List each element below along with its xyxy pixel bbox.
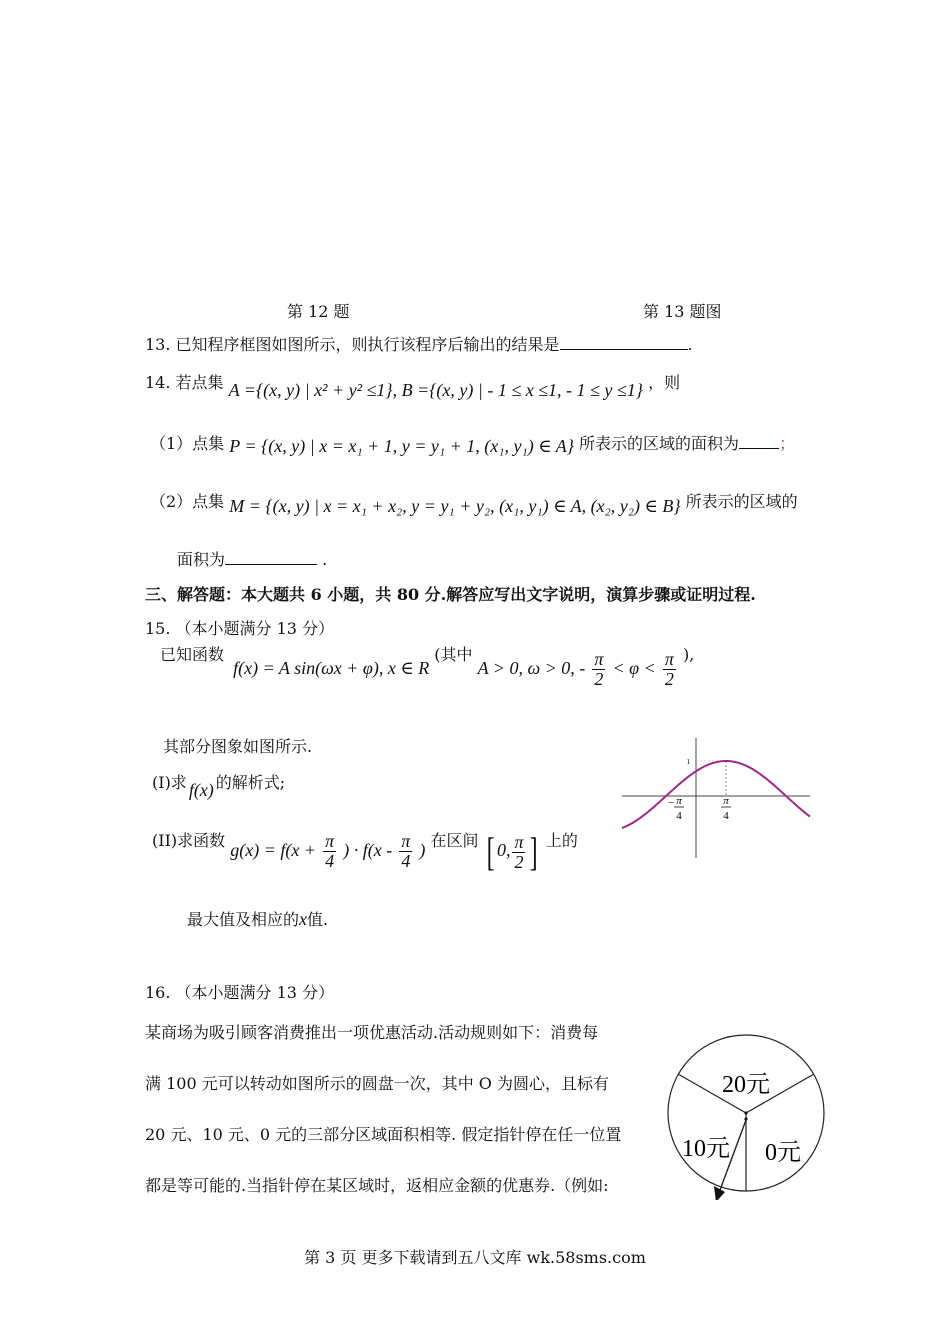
graph-note: 其部分图象如图所示. [163,737,313,756]
part-1-label: (I)求 [152,773,187,792]
question-13-end: . [687,335,693,354]
question-13 [145,332,693,355]
function-g-b: ) · f(x - [343,840,393,861]
answer-blank [739,434,779,449]
center-dot [744,1117,747,1120]
fraction-pi-over-2: $\frac{\pi}{2}$ [664,649,674,689]
variable-x: x [299,909,308,929]
fraction-pi-over-4: $\frac{\pi}{4}$ [401,831,411,872]
function-definition: f(x) = A sin(ωx + φ), x ∈ R [233,657,430,678]
part-2-tail: 上的 [545,831,578,851]
y-tick-label: 1 [686,758,690,766]
set-definition-p: P = {(x, y) | x = x₁ + 1, y = y₁ + 1, (x₁, y₁) ∈ A} [229,436,574,456]
question-16-line-2: 满 100 元可以转动如图所示的圆盘一次，其中 O 为圆心，且标有 [145,1074,610,1093]
question-14-part-1 [150,431,795,454]
part-2-label: (II)求函数 [152,831,226,851]
question-16-line-1: 某商场为吸引顾客消费推出一项优惠活动.活动规则如下：消费每 [145,1023,599,1042]
question-15-part-2-continued [187,907,328,930]
fraction-pi-over-2: $\frac{\pi}{2}$ [594,649,604,689]
part-2-label: （2）点集 [150,492,225,511]
page-footer: 第 3 页 更多下载请到五八文库 wk.58sms.com [304,1248,646,1267]
wheel-label-20: 20元 [722,1072,770,1098]
section-3-heading: 三、解答题：本大题共 6 小题，共 80 分.解答应写出文字说明，演算步骤或证明过程. [145,585,756,604]
sine-curve [622,761,810,828]
part-1-label: （1）点集 [150,434,225,453]
fraction-pi-over-4: $\frac{\pi}{4}$ [325,831,335,872]
question-15-given [160,644,695,710]
part-2-text: 所表示的区域的 [685,492,798,511]
question-14-part-2 [150,489,798,516]
set-definition-m: M = {(x, y) | x = x₁ + x₂, y = y₁ + y₂, (x₁, y₁) ∈ A, (x₂, y₂) ∈ B} [229,496,681,516]
center-o [744,1111,747,1114]
interval: [ 0, $\frac{\pi}{2}$ ] [486,829,539,874]
question-14-label: 14. 若点集 [145,373,224,392]
figure-13-caption: 第 13 题图 [643,302,722,321]
question-15-part-1 [152,770,286,800]
question-16-line-4: 都是等可能的.当指针停在某区域时，返相应金额的优惠券.（例如: [145,1176,609,1195]
svg-text:4: 4 [723,810,729,822]
part-1-end: ； [779,434,796,453]
part-2-end: . [322,550,328,569]
part-1-text: 的解析式; [215,773,286,792]
question-14 [145,370,681,400]
given-label: 已知函数 [160,644,225,664]
x-tick-neg-pi-over-4 [668,795,684,822]
interval-text: 在区间 [430,831,479,851]
svg-text:π: π [723,795,729,807]
answer-blank [225,550,317,565]
question-14-then: ，则 [648,373,681,392]
wheel-label-10: 10元 [682,1136,730,1162]
condition-end: ), [683,644,695,664]
function-g-c: ) [419,840,426,861]
function-f: f(x) [188,780,214,800]
svg-text:π: π [676,795,682,807]
svg-text:−: − [668,797,675,809]
wheel-label-0: 0元 [765,1140,801,1166]
question-15-header: 15. （本小题满分 13 分） [145,619,335,638]
question-16-line-3: 20 元、10 元、0 元的三部分区域面积相等. 假定指针停在任一位置 [145,1125,622,1144]
answer-blank [560,335,688,350]
question-14-part-2-continued [177,547,327,570]
svg-text:4: 4 [676,810,682,822]
condition: A > 0, ω > 0, - [477,657,586,678]
question-13-text: 13. 已知程序框图如图所示，则执行该程序后输出的结果是 [145,335,560,354]
condition-prefix: (其中 [434,644,473,664]
part-2-cont: 面积为 [177,550,226,569]
prize-wheel [664,1030,828,1200]
condition-mid: < φ < [612,657,656,678]
set-definition-a-b: A ={(x, y) | x² + y² ≤1}, B ={(x, y) | - 1 ≤ x ≤1, - 1 ≤ y ≤1} [228,380,644,400]
sine-graph [620,736,812,860]
x-tick-pi-over-4 [721,795,731,822]
function-g-a: g(x) = f(x + [230,840,316,861]
part-2-end: 值. [307,910,329,929]
question-16-header: 16. （本小题满分 13 分） [145,983,335,1002]
part-2-cont: 最大值及相应的 [187,910,300,929]
question-15-part-2 [152,829,578,892]
part-1-text: 所表示的区域的面积为 [579,434,740,453]
figure-12-caption: 第 12 题 [287,302,350,321]
